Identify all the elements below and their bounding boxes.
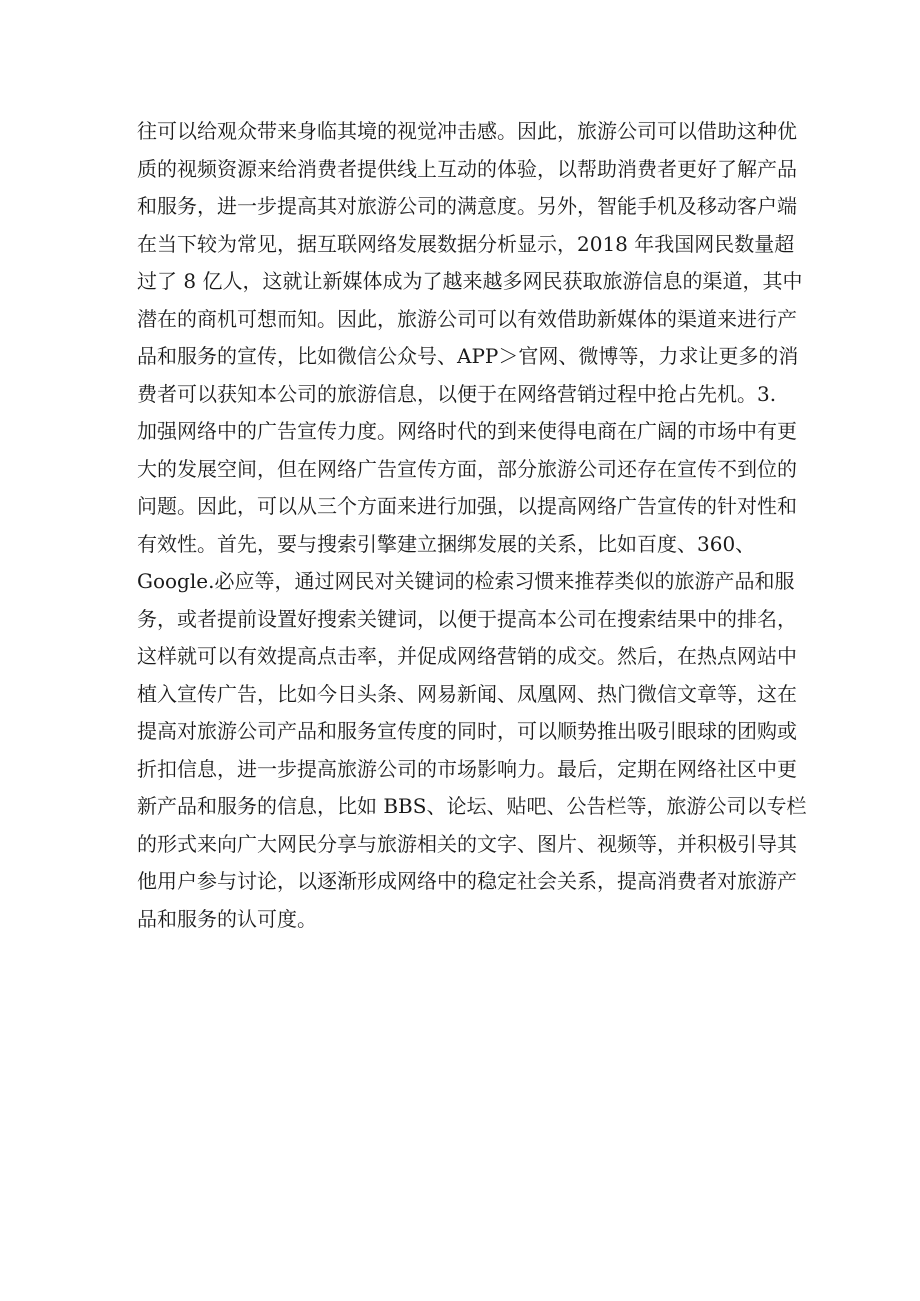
text-line: 潜在的商机可想而知。因此，旅游公司可以有效借助新媒体的渠道来进行产 <box>137 306 797 331</box>
text-line: 有效性。首先，要与搜索引擎建立捆绑发展的关系，比如百度、360、 <box>137 531 756 556</box>
text-line: Google.必应等，通过网民对关键词的检索习惯来推荐类似的旅游产品和服 <box>137 569 795 593</box>
text-line: 加强网络中的广告宣传力度。网络时代的到来使得电商在广阔的市场中有更 <box>137 419 797 443</box>
text-line: 过了 8 亿人，这就让新媒体成为了越来越多网民获取旅游信息的渠道，其中 <box>137 269 803 293</box>
text-line: 务，或者提前设置好搜索关键词，以便于提高本公司在搜索结果中的排名， <box>137 606 797 631</box>
text-line: 和服务，进一步提高其对旅游公司的满意度。另外，智能手机及移动客户端 <box>137 194 797 218</box>
text-line: 的形式来向广大网民分享与旅游相关的文字、图片、视频等，并积极引导其 <box>137 831 797 856</box>
text-line: 植入宣传广告，比如今日头条、网易新闻、凤凰网、热门微信文章等，这在 <box>137 681 797 706</box>
text-line: 品和服务的宣传，比如微信公众号、APP＞官网、微博等，力求让更多的消 <box>137 344 799 368</box>
text-line: 质的视频资源来给消费者提供线上互动的体验，以帮助消费者更好了解产品 <box>137 156 797 181</box>
text-line: 他用户参与讨论，以逐渐形成网络中的稳定社会关系，提高消费者对旅游产 <box>137 869 797 893</box>
text-line: 往可以给观众带来身临其境的视觉冲击感。因此，旅游公司可以借助这种优 <box>137 119 797 143</box>
text-line: 大的发展空间，但在网络广告宣传方面，部分旅游公司还存在宣传不到位的 <box>137 456 797 481</box>
text-line: 这样就可以有效提高点击率，并促成网络营销的成交。然后，在热点网站中 <box>137 644 797 668</box>
text-line: 问题。因此，可以从三个方面来进行加强，以提高网络广告宣传的针对性和 <box>137 494 797 518</box>
text-line: 品和服务的认可度。 <box>137 906 317 931</box>
text-line: 提高对旅游公司产品和服务宣传度的同时，可以顺势推出吸引眼球的团购或 <box>137 719 797 743</box>
text-line: 新产品和服务的信息，比如 BBS、论坛、贴吧、公告栏等，旅游公司以专栏 <box>137 794 807 818</box>
text-line: 折扣信息，进一步提高旅游公司的市场影响力。最后，定期在网络社区中更 <box>137 756 797 781</box>
text-line: 费者可以获知本公司的旅游信息，以便于在网络营销过程中抢占先机。3. <box>137 381 777 406</box>
text-line: 在当下较为常见，据互联网络发展数据分析显示，2018 年我国网民数量超 <box>137 231 795 256</box>
body-paragraph <box>137 113 807 938</box>
